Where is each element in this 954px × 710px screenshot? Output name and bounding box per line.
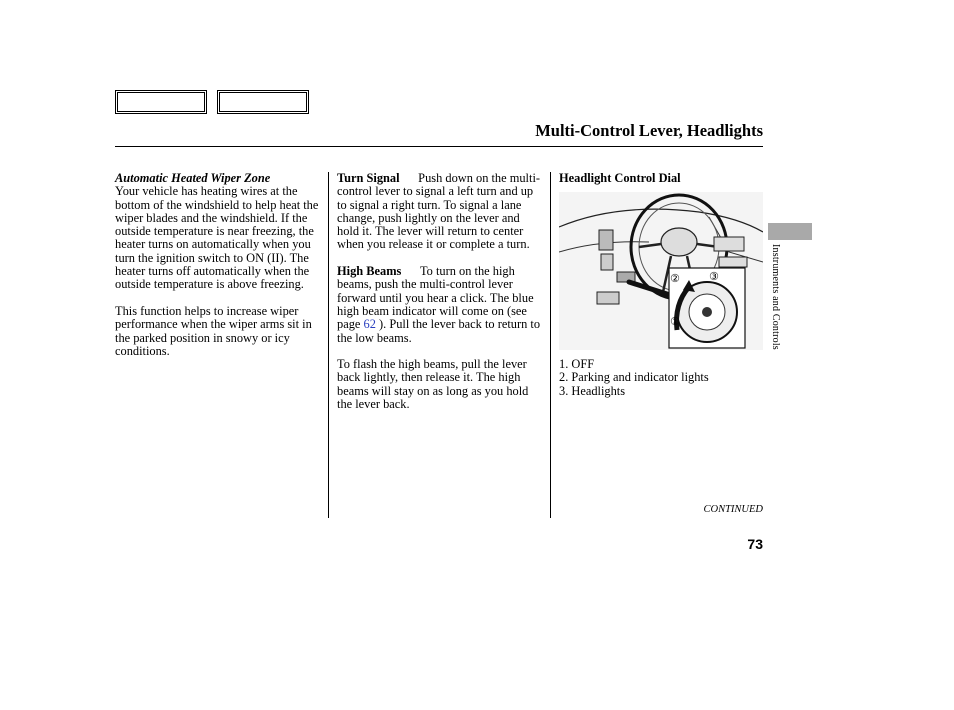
turn-signal-text: Push down on the multi-control lever to signal a left turn and up to signal a right turn. To signal a lane change, push lightly on the lever and hold it. The lever will return to center when you release it or complete a turn.: [337, 171, 541, 252]
high-beams-heading: High Beams: [337, 264, 402, 279]
callout-1: ①: [670, 315, 680, 328]
headlight-dial-list: [559, 358, 765, 398]
column-headlight-dial: [559, 172, 765, 185]
dashboard-lever-drawing: [559, 192, 763, 350]
callout-3: ③: [709, 270, 719, 283]
list-item-headlights: 3. Headlights: [559, 383, 626, 398]
high-beams-text-a: To turn on the high beams, push the multi-control lever forward until you hear a click. The blue high beam indicator will come on (see page: [337, 264, 534, 332]
column-wiper-zone: [115, 172, 321, 358]
callout-2: ②: [670, 272, 680, 285]
wiper-zone-paragraph-2: This function helps to increase wiper performance when the wiper arms sit in the parked position in snowy or icy conditions.: [115, 303, 312, 358]
section-tab-label: Instruments and Controls: [770, 244, 781, 350]
nav-box-2[interactable]: [217, 90, 309, 114]
flash-high-beams-paragraph: To flash the high beams, pull the lever back lightly, then release it. The high beams will stay on as long as you hold the lever back.: [337, 357, 529, 412]
turn-signal-heading: Turn Signal: [337, 171, 400, 185]
continued-label: CONTINUED: [703, 504, 763, 515]
page-title: Multi-Control Lever, Headlights: [535, 121, 763, 140]
turn-signal-paragraph: [337, 172, 543, 252]
title-divider: [115, 146, 763, 147]
wiper-zone-paragraph-1: Your vehicle has heating wires at the bottom of the windshield to help heat the wiper blades and the windshield. If the outside temperature is near freezing, the heater turns on automatically when you turn the ignition switch to ON (II). The heater turns off automatically when the outside temperature is above freezing.: [115, 184, 319, 292]
column-divider-1: [328, 172, 329, 518]
high-beams-text-b: ). Pull the lever back to return to the low beams.: [337, 317, 541, 345]
column-lever: [337, 172, 543, 411]
list-item-parking-lights: 2. Parking and indicator lights: [559, 370, 709, 385]
column-divider-2: [550, 172, 551, 518]
section-heading-wiper-zone: Automatic Heated Wiper Zone: [115, 171, 271, 185]
headlight-dial-illustration: [559, 192, 763, 350]
nav-box-1[interactable]: [115, 90, 207, 114]
section-tab-marker: [768, 223, 812, 240]
page-62-link[interactable]: 62: [363, 317, 376, 332]
section-heading-headlight-dial: Headlight Control Dial: [559, 171, 681, 185]
high-beams-paragraph: [337, 265, 543, 345]
page-number: 73: [747, 536, 763, 552]
list-item-off: 1. OFF: [559, 357, 595, 371]
